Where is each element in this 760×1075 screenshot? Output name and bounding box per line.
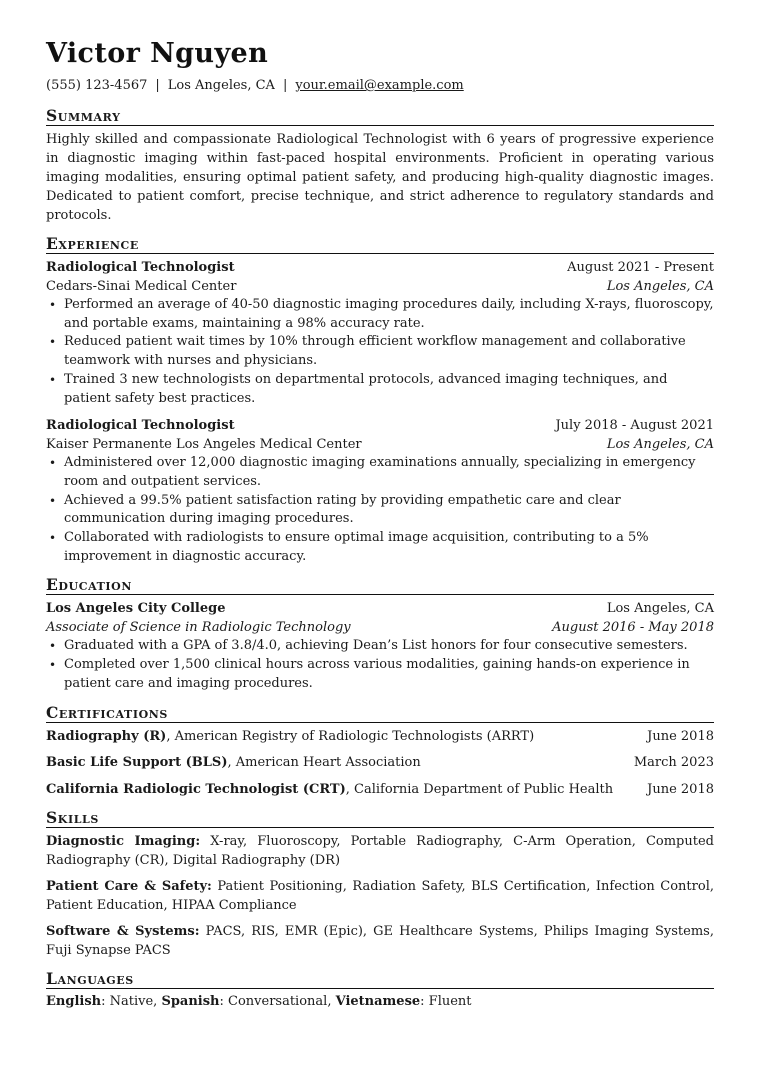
- degree: Associate of Science in Radiologic Technology: [46, 620, 351, 636]
- email-link[interactable]: your.email@example.com: [295, 78, 464, 93]
- bullet-item: • Performed an average of 40-50 diagnostic imaging procedures daily, including X-rays, fluoroscopy, and portable exams, maintaining a 98% accuracy rate.: [46, 296, 714, 333]
- summary-text: Highly skilled and compassionate Radiological Technologist with 6 years of progressive experience in diagnostic imaging within fast-paced hospital environments. Proficient in operating various imaging modalities, ensuring optimal patient safety, and producing high-quality diagnostic images. Dedicated to patient comfort, precise technique, and strict adherence to regulatory standards and protocols.: [46, 132, 714, 223]
- job-role: Radiological Technologist: [46, 418, 235, 434]
- bullet-item: • Collaborated with radiologists to ensure optimal image acquisition, contributing to a 5% improvement in diagnostic accuracy.: [46, 529, 714, 566]
- language-name: Spanish: [161, 993, 220, 1009]
- job-role: Radiological Technologist: [46, 260, 235, 275]
- language-name: Vietnamese: [335, 993, 421, 1009]
- skills-section: [46, 808, 714, 960]
- skill-label: Diagnostic Imaging:: [46, 833, 201, 849]
- job-location: Los Angeles, CA: [606, 279, 714, 294]
- job-dates: August 2021 - Present: [567, 260, 714, 275]
- job-entry: [46, 416, 714, 566]
- location: Los Angeles, CA: [167, 78, 275, 93]
- certification-name: California Radiologic Technologist (CRT): [46, 781, 346, 797]
- candidate-name: Victor Nguyen: [46, 38, 269, 69]
- certification-name: Radiography (R): [46, 728, 167, 744]
- skill-text: Patient Positioning, Radiation Safety, BLS Certification, Infection Control, Patient Education, HIPAA Compliance: [46, 878, 714, 913]
- certification-issuer: , American Registry of Radiologic Technologists (ARRT): [166, 728, 535, 744]
- certifications-section: [46, 703, 714, 799]
- section-title-skills: Skills: [46, 808, 714, 828]
- bullet-item: • Trained 3 new technologists on departmental protocols, advanced imaging techniques, and patient safety best practices.: [46, 371, 714, 408]
- certification-item: [46, 727, 714, 746]
- certification-date: June 2018: [647, 728, 714, 744]
- certification-date: March 2023: [633, 755, 714, 771]
- skill-group: [46, 832, 714, 870]
- section-title-certifications: Certifications: [46, 703, 714, 723]
- skill-group: [46, 922, 714, 960]
- bullet-item: • Reduced patient wait times by 10% through efficient workflow management and collaborative teamwork with nurses and physicians.: [46, 333, 714, 370]
- skill-text: PACS, RIS, EMR (Epic), GE Healthcare Systems, Philips Imaging Systems, Fuji Synapse PACS: [46, 923, 714, 958]
- education-bullets: [46, 637, 714, 693]
- certification-item: [46, 780, 714, 799]
- certification-date: June 2018: [647, 781, 714, 797]
- language-level: : Conversational: [219, 993, 328, 1009]
- language-separator: ,: [153, 993, 162, 1009]
- bullet-item: • Administered over 12,000 diagnostic imaging examinations annually, specializing in emergency room and outpatient services.: [46, 454, 714, 491]
- bullet-item: • Graduated with a GPA of 3.8/4.0, achieving Dean’s List honors for four consecutive semesters.: [46, 637, 714, 656]
- skill-label: Patient Care & Safety:: [46, 878, 212, 894]
- separator: |: [282, 78, 288, 93]
- bullet-item: • Completed over 1,500 clinical hours across various modalities, gaining hands-on experience in patient care and imaging procedures.: [46, 656, 714, 693]
- job-location: Los Angeles, CA: [606, 437, 714, 453]
- school-name: Los Angeles City College: [46, 601, 226, 617]
- certification-item: [46, 753, 714, 772]
- section-title-education: Education: [46, 575, 714, 595]
- education-dates: August 2016 - May 2018: [552, 620, 714, 636]
- contact-line: [46, 77, 714, 97]
- language-separator: ,: [327, 993, 336, 1009]
- experience-section: [46, 234, 714, 566]
- job-bullets: [46, 454, 714, 566]
- certification-issuer: , California Department of Public Health: [345, 781, 614, 797]
- section-title-summary: Summary: [46, 106, 714, 126]
- skill-text: X-ray, Fluoroscopy, Portable Radiography, C-Arm Operation, Computed Radiography (CR), Digital Radiography (DR): [46, 833, 714, 868]
- languages-line: [46, 993, 714, 1012]
- summary-section: [46, 106, 714, 225]
- skill-label: Software & Systems:: [46, 923, 200, 939]
- job-entry: [46, 258, 714, 408]
- education-section: [46, 575, 714, 693]
- skill-group: [46, 877, 714, 915]
- job-bullets: [46, 296, 714, 408]
- section-title-experience: Experience: [46, 234, 714, 254]
- section-title-languages: Languages: [46, 969, 714, 989]
- phone-number: (555) 123-4567: [46, 78, 148, 93]
- job-dates: July 2018 - August 2021: [555, 418, 714, 434]
- job-company: Kaiser Permanente Los Angeles Medical Center: [46, 437, 362, 453]
- separator: |: [155, 78, 160, 93]
- job-company: Cedars-Sinai Medical Center: [46, 279, 237, 294]
- language-name: English: [46, 993, 102, 1009]
- resume-page: [46, 0, 714, 1011]
- languages-section: [46, 969, 714, 1012]
- bullet-item: • Achieved a 99.5% patient satisfaction rating by providing empathetic care and clear communication during imaging procedures.: [46, 492, 714, 529]
- certification-issuer: , American Heart Association: [227, 755, 421, 771]
- school-location: Los Angeles, CA: [606, 601, 714, 617]
- language-level: : Fluent: [420, 993, 472, 1009]
- language-level: : Native: [101, 993, 154, 1009]
- certification-name: Basic Life Support (BLS): [46, 755, 228, 771]
